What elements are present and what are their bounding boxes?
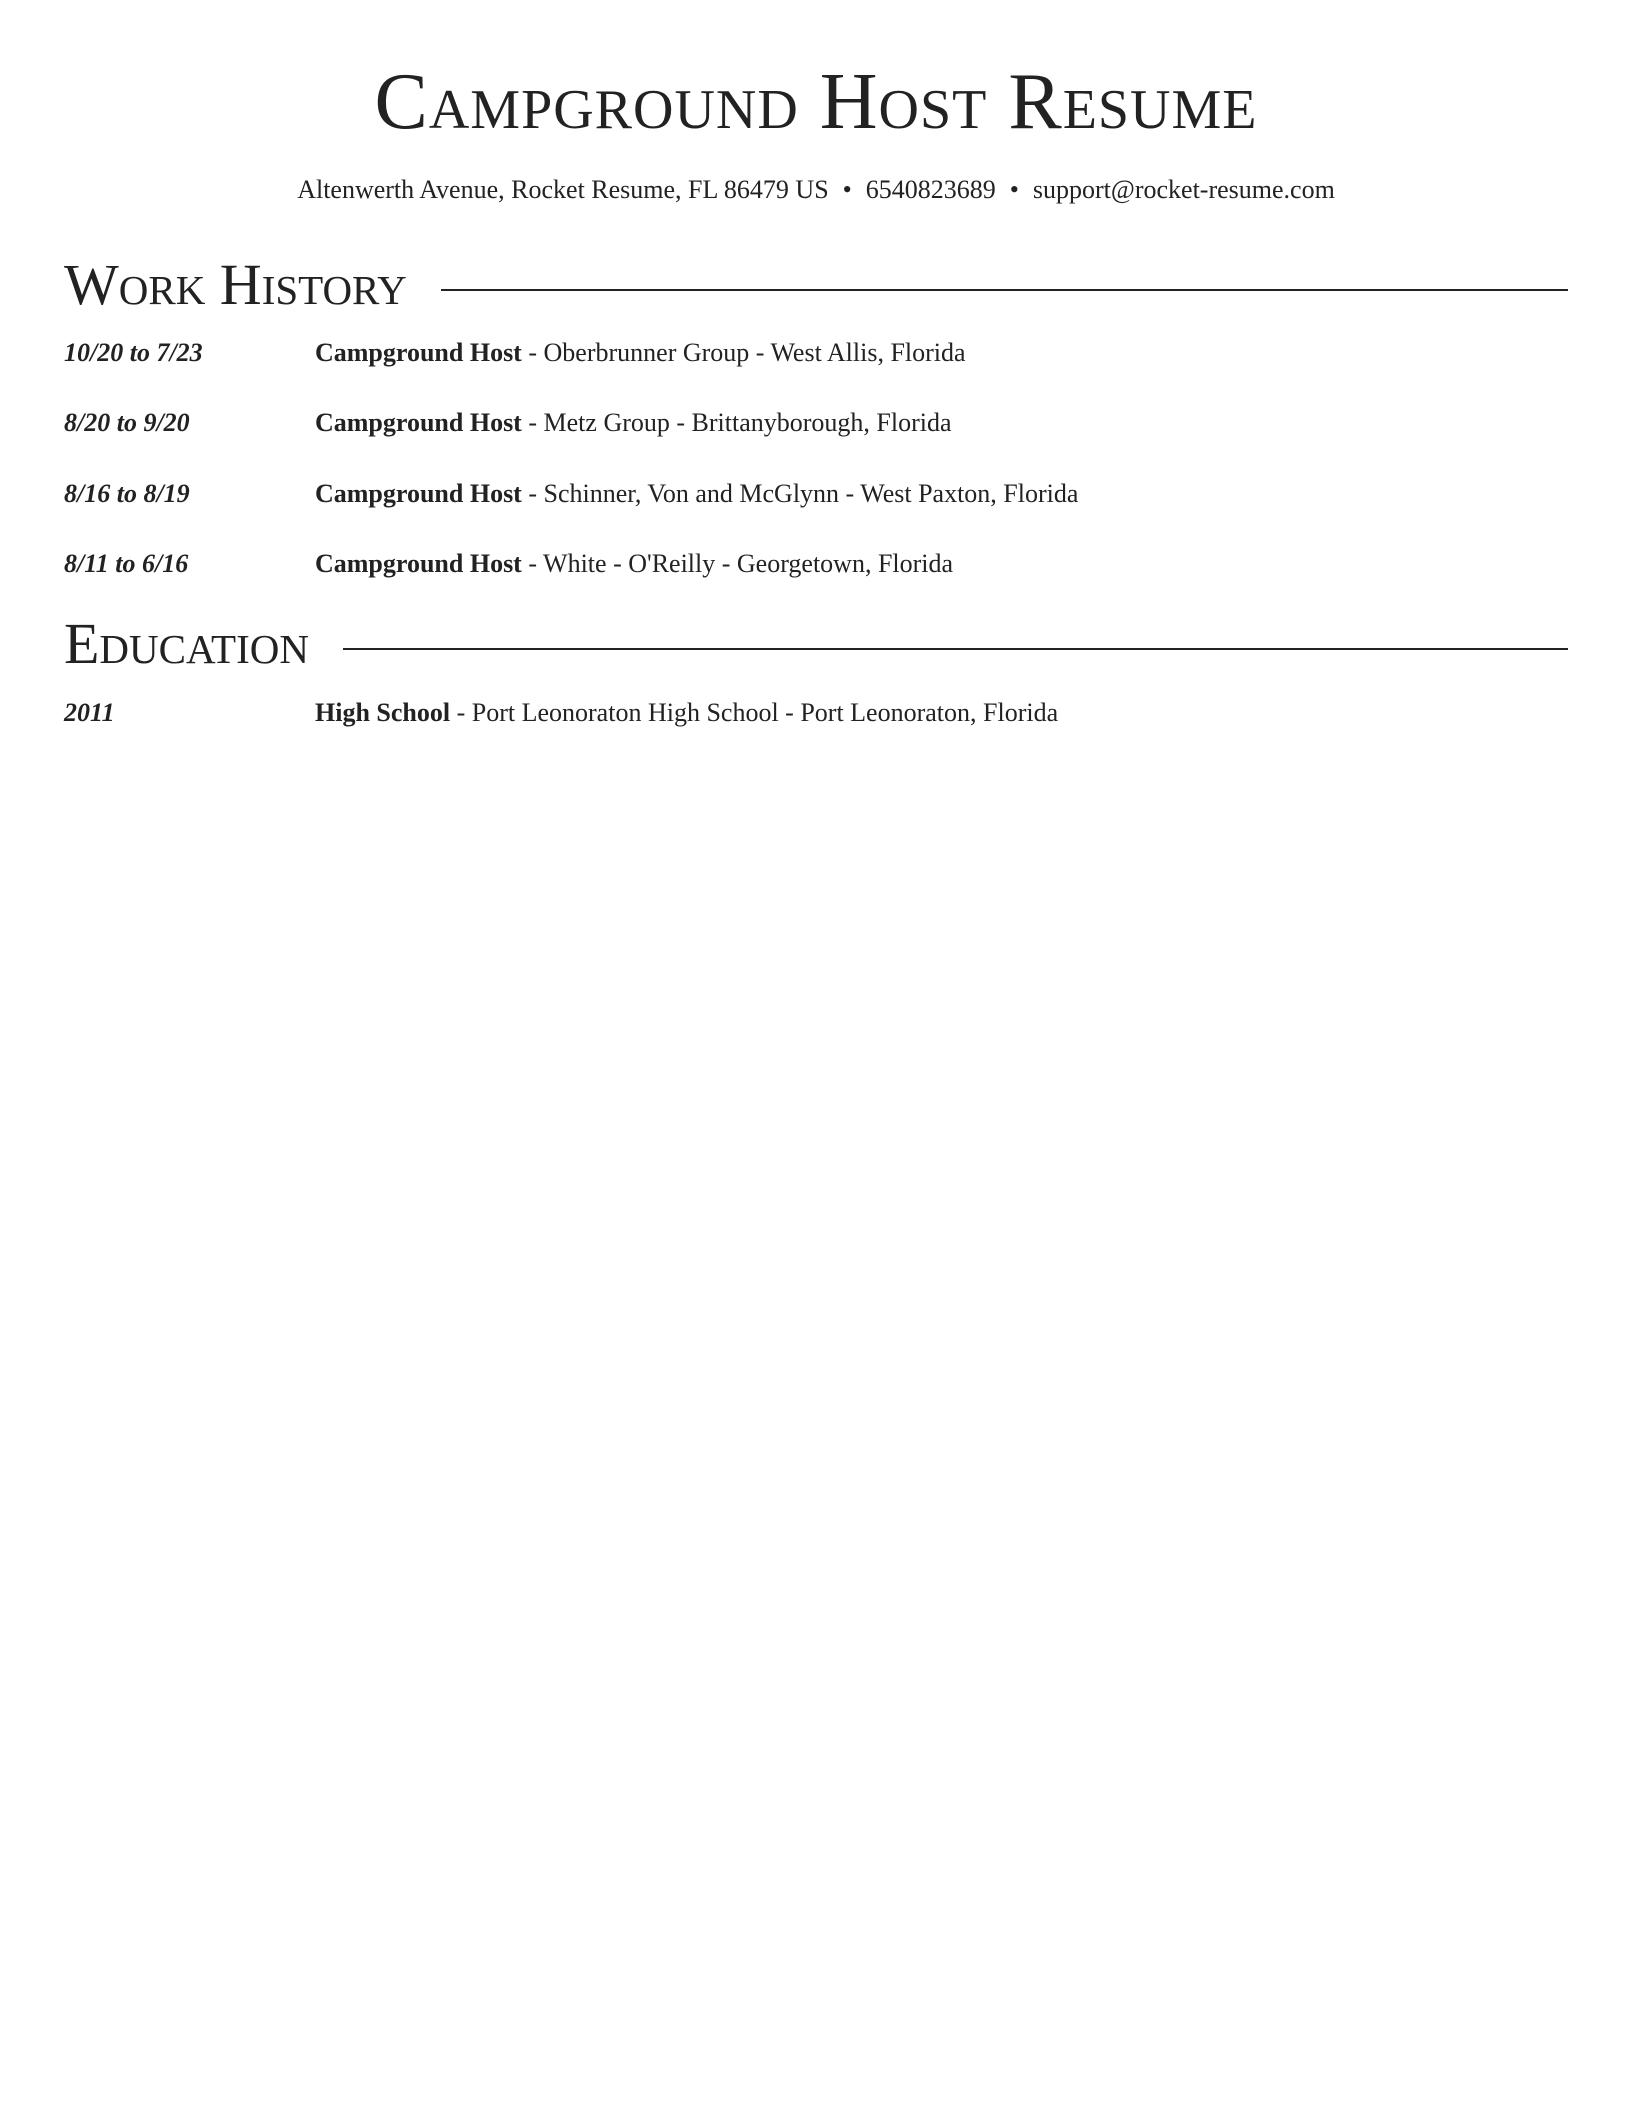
work-entry — [64, 335, 1568, 371]
contact-phone: 6540823689 — [865, 175, 996, 204]
entry-role: Campground Host — [315, 338, 522, 367]
entry-role: High School — [315, 698, 451, 727]
entry-details: - Port Leonoraton High School - Port Leonoraton, Florida — [450, 698, 1059, 727]
contact-address: Altenwerth Avenue, Rocket Resume, FL 86479 US — [297, 175, 829, 204]
work-history-heading — [64, 250, 1568, 320]
contact-separator: • — [842, 175, 852, 204]
entry-date: 2011 — [64, 698, 115, 727]
entry-role: Campground Host — [315, 549, 522, 578]
entry-text — [315, 695, 1058, 731]
work-entry — [64, 546, 1568, 582]
section-title: Work History — [64, 252, 407, 317]
entry-details: - Oberbrunner Group - West Allis, Florida — [521, 338, 966, 367]
page-title: Campground Host Resume — [374, 58, 1258, 146]
work-entry — [64, 405, 1568, 441]
entry-date: 10/20 to 7/23 — [64, 338, 203, 367]
entry-date: 8/16 to 8/19 — [64, 479, 190, 508]
entry-text — [315, 476, 1078, 512]
entry-role: Campground Host — [315, 408, 522, 437]
education-entry — [64, 695, 1568, 731]
contact-separator: • — [1009, 175, 1019, 204]
entry-details: - Schinner, Von and McGlynn - West Paxton, Florida — [521, 479, 1079, 508]
contact-line — [0, 172, 1632, 208]
entry-role: Campground Host — [315, 479, 522, 508]
entry-text — [315, 405, 952, 441]
entry-text — [315, 335, 966, 371]
section-divider — [343, 648, 1568, 650]
work-entry — [64, 476, 1568, 512]
entry-date: 8/20 to 9/20 — [64, 408, 190, 437]
section-title: Education — [64, 611, 309, 676]
contact-email: support@rocket-resume.com — [1032, 175, 1335, 204]
section-divider — [441, 289, 1568, 291]
entry-date: 8/11 to 6/16 — [64, 549, 189, 578]
education-heading — [64, 609, 1568, 679]
entry-details: - White - O'Reilly - Georgetown, Florida — [521, 549, 954, 578]
entry-text — [315, 546, 953, 582]
entry-details: - Metz Group - Brittanyborough, Florida — [521, 408, 952, 437]
